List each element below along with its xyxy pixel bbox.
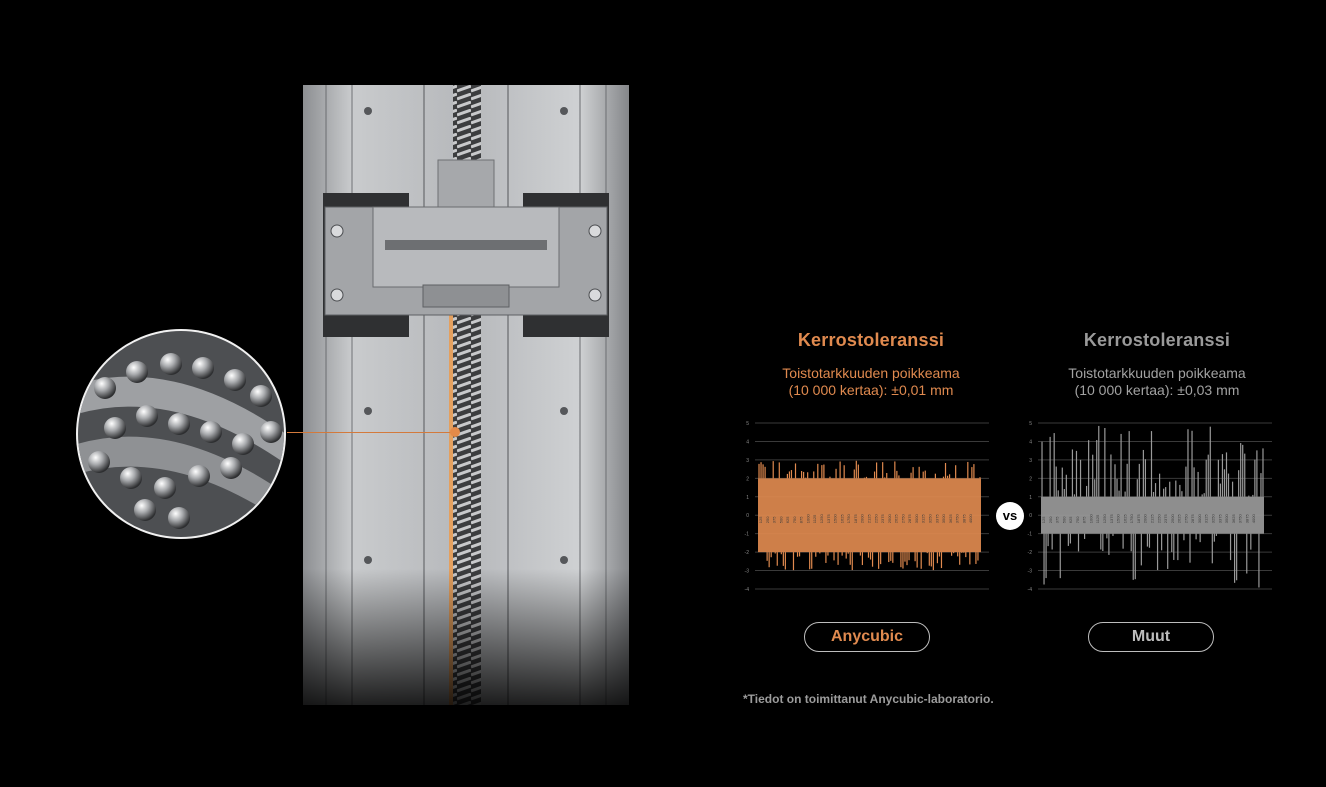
y-tick-label: 5 (746, 421, 749, 427)
linear-rail-image (303, 85, 629, 705)
others-panel (1024, 330, 1290, 399)
x-tick-label: 2500 (1169, 514, 1175, 524)
x-tick-label: 875 (1081, 516, 1087, 524)
x-tick-label: 1250 (819, 514, 825, 524)
x-tick-label: 3750 (954, 514, 960, 524)
x-tick-label: 250 (1047, 516, 1053, 524)
x-tick-label: 2375 (1163, 514, 1169, 524)
y-tick-label: 0 (746, 513, 749, 520)
x-tick-label: 2250 (1156, 514, 1162, 524)
y-tick-label: 3 (746, 457, 749, 464)
x-tick-label: 500 (778, 516, 784, 524)
y-tick-label: -2 (1027, 550, 1032, 557)
x-tick-label: 1500 (832, 514, 838, 524)
x-tick-label: 2250 (873, 514, 879, 524)
x-tick-label: 2625 (1176, 514, 1182, 524)
x-tick-label: 3250 (927, 514, 933, 524)
y-tick-label: 1 (1029, 494, 1032, 501)
others-chart (1024, 415, 1274, 595)
y-tick-label: -3 (744, 568, 749, 575)
anycubic-subtitle-line2: (10 000 kertaa): ±0,01 mm (788, 382, 954, 398)
x-tick-label: 125 (1041, 516, 1046, 524)
x-tick-label: 2625 (893, 514, 899, 524)
x-tick-label: 1375 (1108, 514, 1114, 524)
x-tick-label: 3625 (947, 514, 953, 524)
y-tick-label: 2 (746, 476, 749, 483)
y-tick-label: -3 (1027, 568, 1032, 575)
ball-bearing-zoom-image (75, 328, 287, 540)
anycubic-chart (741, 415, 991, 595)
others-subtitle (1024, 365, 1290, 399)
others-subtitle-line2: (10 000 kertaa): ±0,03 mm (1074, 382, 1240, 398)
y-tick-label: 0 (1029, 513, 1032, 520)
x-tick-label: 125 (758, 516, 763, 524)
y-tick-label: -1 (1027, 531, 1032, 538)
others-subtitle-line1: Toistotarkkuuden poikkeama (1068, 365, 1246, 381)
x-tick-label: 500 (1061, 516, 1067, 524)
y-tick-label: -4 (1027, 587, 1032, 593)
x-tick-label: 3625 (1230, 514, 1236, 524)
x-tick-label: 2750 (1183, 514, 1189, 524)
x-tick-label: 3375 (934, 514, 940, 524)
x-tick-label: 3875 (961, 514, 967, 524)
y-tick-label: 4 (1029, 439, 1032, 446)
x-tick-label: 1375 (825, 514, 831, 524)
anycubic-button[interactable]: Anycubic (804, 622, 930, 652)
x-tick-label: 2125 (1149, 514, 1155, 524)
x-tick-label: 375 (1054, 516, 1060, 524)
x-tick-label: 750 (791, 516, 797, 524)
x-tick-label: 750 (1074, 516, 1080, 524)
y-tick-label: -4 (744, 587, 749, 593)
y-tick-label: 1 (746, 494, 749, 501)
x-tick-label: 1875 (852, 514, 858, 524)
x-tick-label: 4000 (968, 514, 974, 524)
x-tick-label: 3500 (1224, 514, 1230, 524)
x-tick-label: 2500 (886, 514, 892, 524)
x-tick-label: 3250 (1210, 514, 1216, 524)
x-tick-label: 250 (764, 516, 770, 524)
y-tick-label: -1 (744, 531, 749, 538)
x-tick-label: 3875 (1244, 514, 1250, 524)
vs-badge: vs (996, 502, 1024, 530)
x-tick-label: 3125 (1203, 514, 1209, 524)
x-tick-label: 375 (771, 516, 777, 524)
anycubic-panel (738, 330, 1004, 399)
x-tick-label: 1250 (1102, 514, 1108, 524)
x-tick-label: 1125 (1095, 514, 1101, 524)
x-tick-label: 625 (785, 516, 791, 524)
y-tick-label: -2 (744, 550, 749, 557)
y-tick-label: 3 (1029, 457, 1032, 464)
y-tick-label: 2 (1029, 476, 1032, 483)
x-tick-label: 4000 (1251, 514, 1257, 524)
x-tick-label: 3750 (1237, 514, 1243, 524)
x-tick-label: 1125 (812, 514, 818, 524)
x-tick-label: 3375 (1217, 514, 1223, 524)
x-tick-label: 3125 (920, 514, 926, 524)
x-tick-label: 2000 (859, 514, 865, 524)
x-tick-label: 1625 (839, 514, 845, 524)
x-tick-label: 1625 (1122, 514, 1128, 524)
x-tick-label: 2750 (900, 514, 906, 524)
anycubic-subtitle (738, 365, 1004, 399)
y-tick-label: 4 (746, 439, 749, 446)
x-tick-label: 3000 (913, 514, 919, 524)
x-tick-label: 2000 (1142, 514, 1148, 524)
others-button[interactable]: Muut (1088, 622, 1214, 652)
x-tick-label: 2875 (1190, 514, 1196, 524)
x-tick-label: 2875 (907, 514, 913, 524)
footnote: *Tiedot on toimittanut Anycubic-laboratorio. (743, 692, 994, 706)
others-title: Kerrostoleranssi (1083, 330, 1231, 350)
callout-line (287, 432, 455, 433)
x-tick-label: 1750 (1129, 514, 1135, 524)
callout-dot (450, 427, 460, 437)
x-tick-label: 1875 (1135, 514, 1141, 524)
anycubic-title: Kerrostoleranssi (797, 330, 945, 350)
x-tick-label: 3000 (1196, 514, 1202, 524)
x-tick-label: 1500 (1115, 514, 1121, 524)
x-tick-label: 1000 (1088, 514, 1094, 524)
x-tick-label: 625 (1068, 516, 1074, 524)
x-tick-label: 875 (798, 516, 804, 524)
x-tick-label: 1000 (805, 514, 811, 524)
y-tick-label: 5 (1029, 421, 1032, 427)
x-tick-label: 2375 (880, 514, 886, 524)
x-tick-label: 3500 (941, 514, 947, 524)
anycubic-subtitle-line1: Toistotarkkuuden poikkeama (782, 365, 960, 381)
x-tick-label: 1750 (846, 514, 852, 524)
x-tick-label: 2125 (866, 514, 872, 524)
